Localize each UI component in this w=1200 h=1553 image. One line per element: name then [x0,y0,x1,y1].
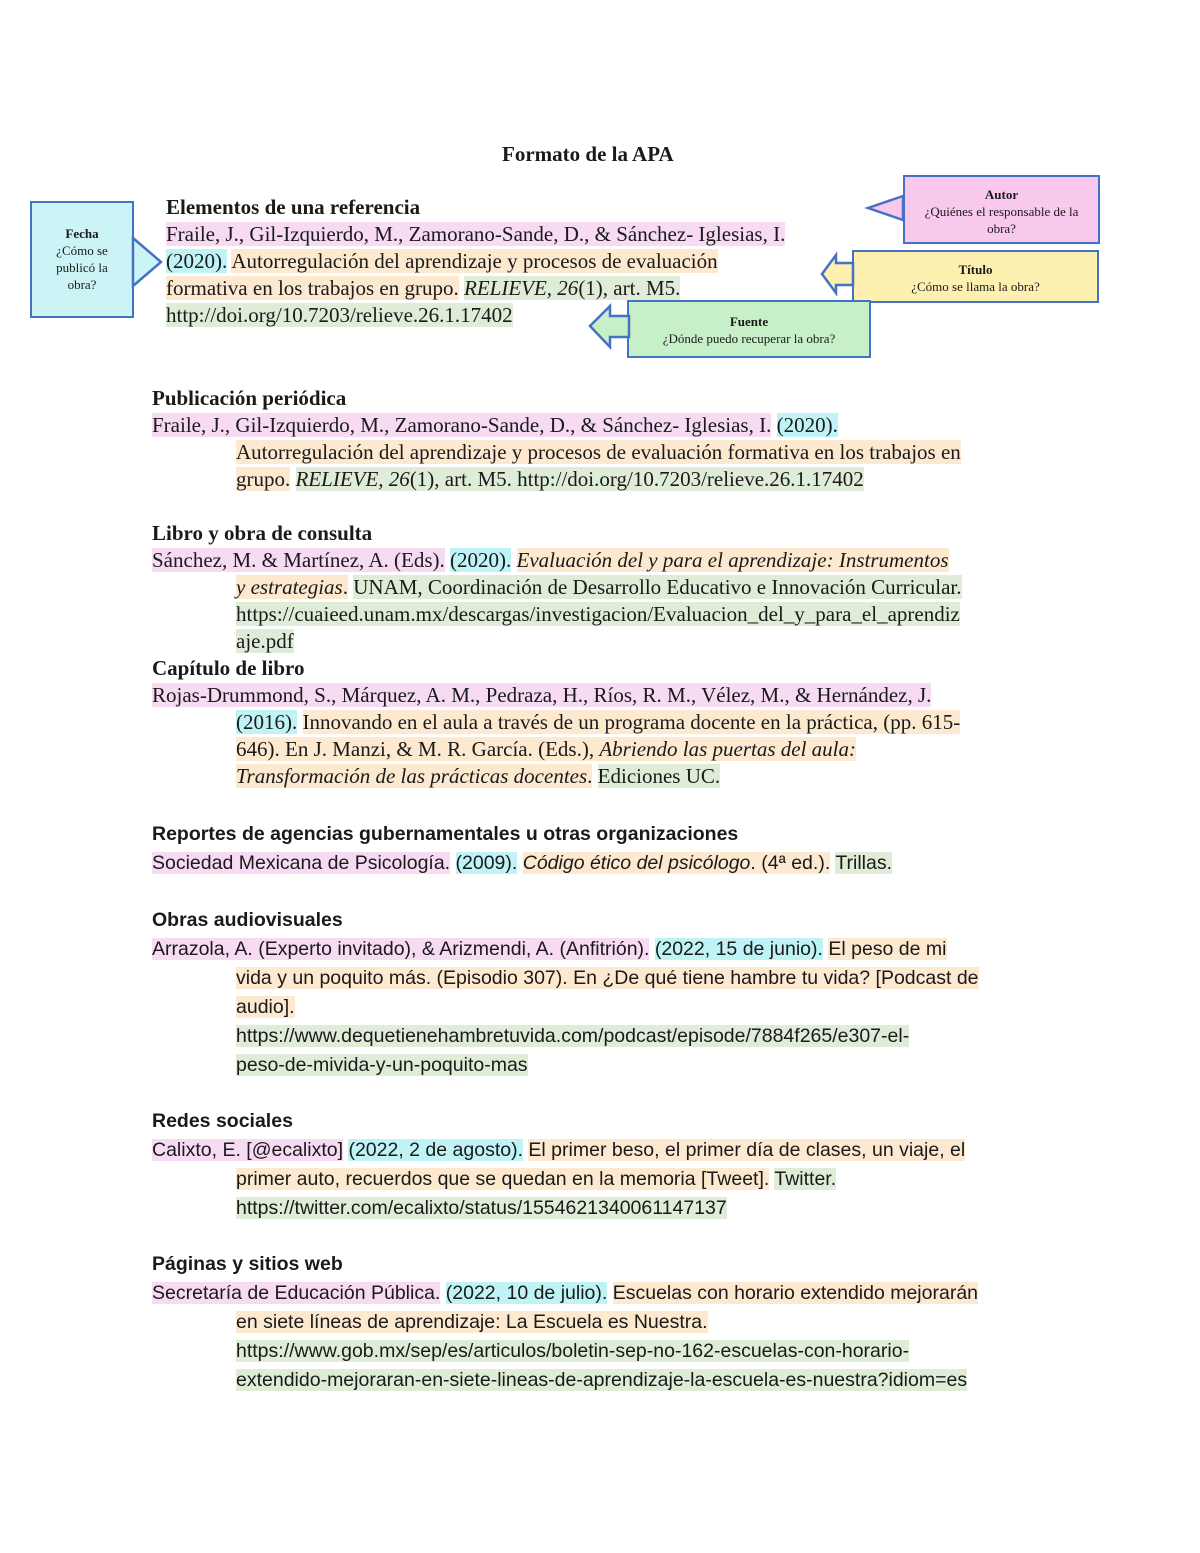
web-url-2: extendido-mejoraran-en-siete-lineas-de-aprendizaje-la-escuela-es-nuestra?idiom=es [236,1369,968,1391]
audiovisuales-title-3: audio]. [236,996,295,1018]
capitulo-source: Ediciones UC. [597,764,721,788]
libro-line-2 [236,574,962,601]
libro-title-2: y estrategias. [236,575,348,599]
audiovisuales-line-3 [236,993,295,1022]
redes-title-2: primer auto, recuerdos que se quedan en la memoria [Tweet]. [236,1168,770,1190]
reportes-line-1 [152,849,892,878]
section-heading-capitulo: Capítulo de libro [152,656,305,680]
audiovisuales-url-2: peso-de-mivida-y-un-poquito-mas [236,1054,528,1076]
callout-fuente-title: Fuente [729,314,769,329]
redes-url: https://twitter.com/ecalixto/status/1554621340061147137 [236,1197,727,1219]
callout-fecha-title: Fecha [65,226,99,241]
web-line-2 [236,1308,708,1337]
arrow-left-icon [822,255,854,295]
callout-autor-text: ¿Quiénes el responsable de la obra? [924,204,1079,236]
audiovisuales-line-2 [236,964,979,993]
redes-title-1: El primer beso, el primer día de clases, un viaje, el [528,1139,966,1161]
audiovisuales-line-5 [236,1051,528,1080]
example-author: Fraile, J., Gil-Izquierdo, M., Zamorano-Sande, D., & Sánchez- Iglesias, I. [166,222,786,246]
web-title-2: en siete líneas de aprendizaje: La Escuela es Nuestra. [236,1311,708,1333]
capitulo-title-2: 646). En J. Manzi, & M. R. García. (Eds.), Abriendo las puertas del aula: [236,737,857,761]
libro-line-3 [236,601,960,628]
audiovisuales-line-4 [236,1022,909,1051]
web-line-4 [236,1366,967,1395]
capitulo-date: (2016). [236,710,298,734]
example-source: RELIEVE, 26(1), art. M5. [464,276,681,300]
redes-source: Twitter. [774,1168,837,1190]
example-title-2: formativa en los trabajos en grupo. [166,276,459,300]
callout-autor [903,175,1100,244]
section-heading-elementos: Elementos de una referencia [166,195,421,219]
capitulo-author: Rojas-Drummond, S., Márquez, A. M., Pedraza, H., Ríos, R. M., Vélez, M., & Hernández, J. [152,683,932,707]
periodica-line-3 [236,466,864,493]
example-date: (2020). [166,249,228,273]
audiovisuales-title-2: vida y un poquito más. (Episodio 307). En ¿De qué tiene hambre tu vida? [Podcast de [236,967,979,989]
periodica-title-1: Autorregulación del aprendizaje y procesos de evaluación formativa en los trabajos en [236,440,961,464]
section-heading-reportes: Reportes de agencias gubernamentales u otras organizaciones [152,823,739,845]
redes-line-3 [236,1194,727,1223]
audiovisuales-author: Arrazola, A. (Experto invitado), & Arizmendi, A. (Anfitrión). [152,938,650,960]
capitulo-title-1: Innovando en el aula a través de un programa docente en la práctica, (pp. 615- [302,710,961,734]
callout-fuente [627,300,871,358]
redes-author: Calixto, E. [@ecalixto] [152,1139,344,1161]
section-heading-redes: Redes sociales [152,1110,293,1132]
section-heading-libro: Libro y obra de consulta [152,521,373,545]
example-title-1: Autorregulación del aprendizaje y procesos de evaluación [231,249,718,273]
reportes-source: Trillas. [835,852,893,874]
arrow-right-icon [133,238,165,288]
redes-date: (2022, 2 de agosto). [348,1139,523,1161]
example-line-1 [166,221,785,248]
capitulo-line-3 [236,736,856,763]
periodica-date: (2020). [776,413,838,437]
callout-fuente-text: ¿Dónde puedo recuperar la obra? [662,331,836,346]
web-line-3 [236,1337,909,1366]
libro-author: Sánchez, M. & Martínez, A. (Eds). [152,548,445,572]
callout-fecha-text: ¿Cómo se publicó la obra? [56,243,108,292]
section-heading-web: Páginas y sitios web [152,1253,343,1275]
audiovisuales-date: (2022, 15 de junio). [654,938,823,960]
libro-line-4 [236,628,294,655]
periodica-line-1 [152,412,838,439]
periodica-line-2 [236,439,961,466]
web-line-1 [152,1279,978,1308]
libro-source: UNAM, Coordinación de Desarrollo Educativo e Innovación Curricular. [353,575,962,599]
example-line-3 [166,275,680,302]
capitulo-line-4 [236,763,720,790]
callout-fecha [30,201,134,318]
capitulo-title-3: Transformación de las prácticas docentes. [236,764,593,788]
arrow-left-icon [868,196,904,222]
libro-url-2: aje.pdf [236,629,294,653]
libro-line-1 [152,547,949,574]
capitulo-line-2 [236,709,960,736]
web-author: Secretaría de Educación Pública. [152,1282,441,1304]
periodica-author: Fraile, J., Gil-Izquierdo, M., Zamorano-Sande, D., & Sánchez- Iglesias, I. [152,413,772,437]
page-title: Formato de la APA [502,142,674,166]
example-doi: http://doi.org/10.7203/relieve.26.1.17402 [166,303,513,327]
callout-titulo [852,250,1099,303]
web-title-1: Escuelas con horario extendido mejorarán [612,1282,979,1304]
reportes-title: Código ético del psicólogo. (4ª ed.). [522,852,831,874]
section-heading-periodica: Publicación periódica [152,386,347,410]
web-url-1: https://www.gob.mx/sep/es/articulos/boletin-sep-no-162-escuelas-con-horario- [236,1340,910,1362]
section-heading-audiovisuales: Obras audiovisuales [152,909,343,931]
capitulo-line-1 [152,682,931,709]
arrow-left-icon [590,306,630,348]
callout-titulo-text: ¿Cómo se llama la obra? [911,279,1040,294]
audiovisuales-line-1 [152,935,947,964]
web-date: (2022, 10 de julio). [445,1282,608,1304]
libro-title-1: Evaluación del y para el aprendizaje: Instrumentos [516,548,949,572]
redes-line-2 [236,1165,836,1194]
periodica-title-2: grupo. [236,467,291,491]
redes-line-1 [152,1136,965,1165]
callout-titulo-title: Título [958,262,993,277]
reportes-date: (2009). [455,852,518,874]
example-line-4 [166,302,513,329]
example-line-2 [166,248,718,275]
libro-date: (2020). [450,548,512,572]
callout-autor-title: Autor [984,187,1019,202]
reportes-author: Sociedad Mexicana de Psicología. [152,852,451,874]
audiovisuales-url-1: https://www.dequetienehambretuvida.com/podcast/episode/7884f265/e307-el- [236,1025,910,1047]
periodica-source: RELIEVE, 26(1), art. M5. http://doi.org/10.7203/relieve.26.1.17402 [295,467,864,491]
libro-url-1: https://cuaieed.unam.mx/descargas/investigacion/Evaluacion_del_y_para_el_aprendiz [236,602,960,626]
audiovisuales-title-1: El peso de mi [828,938,947,960]
